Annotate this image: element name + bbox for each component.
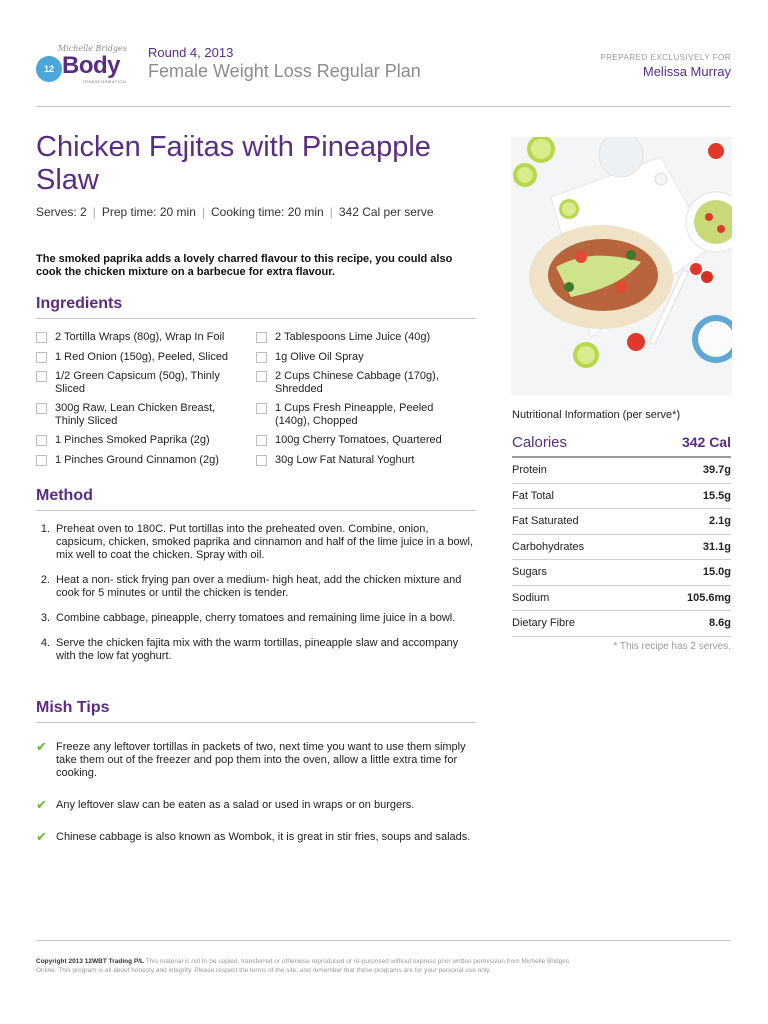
step-text: Serve the chicken fajita mix with the warm tortillas, pineapple slaw and accompany with the low fat yoghurt. — [56, 637, 459, 662]
tips-list — [36, 741, 476, 844]
ingredient-item[interactable] — [256, 370, 466, 395]
ingredient-label: 1 Pinches Ground Cinnamon (2g) — [55, 453, 219, 466]
tip-item — [36, 741, 476, 780]
ingredient-label: 1/2 Green Capsicum (50g), Thinly Sliced — [55, 370, 220, 395]
tip-text: Chinese cabbage is also known as Wombok, it is great in stir fries, soups and salads. — [56, 831, 471, 843]
footer-copyright — [36, 957, 576, 975]
ingredient-item[interactable] — [256, 351, 466, 364]
prep-time: Prep time: 20 min — [101, 205, 196, 219]
method-step — [36, 612, 476, 625]
meta-separator: | — [329, 205, 333, 219]
checkmark-icon: ✔ — [36, 739, 47, 754]
fajita-illustration — [511, 137, 732, 395]
checkbox-icon[interactable] — [36, 332, 47, 343]
serves-note: * This recipe has 2 serves. — [613, 641, 731, 652]
ingredients-divider — [36, 318, 476, 319]
step-number: 2. — [40, 574, 50, 586]
ingredient-label: 1 Red Onion (150g), Peeled, Sliced — [55, 350, 229, 363]
checkmark-icon: ✔ — [36, 829, 47, 844]
calories-per-serve: 342 Cal per serve — [338, 205, 434, 219]
method-steps — [36, 523, 476, 663]
nutrient-value: 105.6mg — [686, 591, 731, 604]
checkbox-icon[interactable] — [36, 455, 47, 466]
checkbox-icon[interactable] — [256, 352, 267, 363]
checkmark-icon: ✔ — [36, 797, 47, 812]
ingredient-label: 2 Cups Chinese Cabbage (170g), Shredded — [275, 370, 439, 395]
calories-label: Calories — [512, 434, 568, 451]
logo-badge: 12 WEEK — [36, 56, 62, 82]
ingredients-column-2 — [256, 331, 466, 466]
tip-text: Freeze any leftover tortillas in packets of two, next time you want to use them simply take them out of the freezer and pop them into the oven, allow a little extra time for cooking. — [56, 741, 466, 779]
checkbox-icon[interactable] — [256, 435, 267, 446]
ingredient-item[interactable] — [36, 454, 246, 467]
recipe-photo — [511, 137, 732, 395]
prepared-for-name: Melissa Murray — [642, 64, 731, 79]
step-number: 3. — [40, 612, 50, 624]
nutrition-row — [512, 484, 731, 510]
ingredient-item[interactable] — [256, 402, 466, 427]
checkbox-icon[interactable] — [256, 455, 267, 466]
nutrition-row — [512, 509, 731, 535]
logo-subtitle: TRANSFORMATION — [82, 79, 127, 84]
nutrient-label: Fat Total — [512, 489, 554, 502]
prepared-for-label: PREPARED EXCLUSIVELY FOR — [600, 53, 731, 62]
ingredient-label: 2 Tortilla Wraps (80g), Wrap In Foil — [55, 331, 225, 343]
recipe-title: Chicken Fajitas with Pineapple Slaw — [36, 131, 431, 196]
logo-signature: Michelle Bridges — [58, 44, 127, 53]
ingredients-heading: Ingredients — [36, 295, 123, 312]
ingredient-item[interactable] — [36, 434, 246, 447]
checkbox-icon[interactable] — [256, 371, 267, 382]
tip-item — [36, 799, 476, 812]
ingredient-label: 1 Cups Fresh Pineapple, Peeled (140g), Chopped — [275, 402, 434, 427]
nutrient-value: 2.1g — [708, 515, 731, 528]
nutrition-table — [512, 458, 731, 637]
ingredient-item[interactable] — [36, 331, 246, 344]
step-number: 1. — [40, 523, 50, 535]
method-step — [36, 574, 476, 600]
nutrient-label: Sugars — [512, 566, 547, 579]
method-step — [36, 523, 476, 562]
method-step — [36, 637, 476, 663]
nutrition-row — [512, 458, 731, 484]
meta-separator: | — [201, 205, 205, 219]
calories-value: 342 Cal — [681, 434, 731, 450]
copyright-text: This material is not to be copied, transferred or otherwise reproduced or re-purposed without express prior written permission from Michelle Bridges Online. This program is all about honesty and integrity. Please respect the terms of the site, and remember that these programs are for your personal use only. — [36, 958, 570, 974]
tips-divider — [36, 722, 476, 723]
nutrition-row — [512, 560, 731, 586]
ingredient-item[interactable] — [36, 402, 246, 427]
nutrient-value: 39.7g — [702, 464, 731, 477]
ingredient-item[interactable] — [256, 454, 466, 467]
tip-item — [36, 831, 476, 844]
serves: Serves: 2 — [36, 205, 87, 219]
checkbox-icon[interactable] — [256, 332, 267, 343]
method-divider — [36, 510, 476, 511]
nutrient-label: Dietary Fibre — [512, 617, 575, 630]
checkbox-icon[interactable] — [256, 403, 267, 414]
nutrient-label: Fat Saturated — [512, 515, 579, 528]
header-divider — [36, 106, 731, 107]
nutrient-value: 8.6g — [708, 617, 731, 630]
step-number: 4. — [40, 637, 50, 649]
tips-heading: Mish Tips — [36, 699, 110, 716]
ingredient-item[interactable] — [256, 331, 466, 344]
nutrition-row — [512, 535, 731, 561]
nutrient-label: Carbohydrates — [512, 540, 585, 553]
ingredient-label: 1g Olive Oil Spray — [275, 350, 364, 363]
nutrient-value: 31.1g — [702, 540, 731, 553]
ingredients-column-1 — [36, 331, 246, 466]
plan-title: Female Weight Loss Regular Plan — [148, 61, 421, 81]
step-text: Heat a non- stick frying pan over a medium- high heat, add the chicken mixture and cook for 5 minutes or until the chicken is tender. — [56, 574, 462, 599]
step-text: Preheat oven to 180C. Put tortillas into the preheated oven. Combine, onion, capsicum, chicken, smoked paprika and cinnamon and half of the lime juice in a bowl, mix well to coat the chicken. Spray with oil. — [56, 523, 474, 561]
logo-wordmark: Body — [62, 52, 120, 79]
ingredient-item[interactable] — [36, 370, 246, 395]
ingredient-label: 300g Raw, Lean Chicken Breast, Thinly Sliced — [55, 402, 216, 427]
ingredient-label: 30g Low Fat Natural Yoghurt — [275, 453, 415, 466]
ingredient-label: 2 Tablespoons Lime Juice (40g) — [275, 331, 431, 343]
nutrient-label: Sodium — [512, 591, 550, 604]
nutrition-row — [512, 586, 731, 612]
checkbox-icon[interactable] — [36, 435, 47, 446]
footer-divider — [36, 940, 731, 941]
checkbox-icon[interactable] — [36, 352, 47, 363]
ingredient-item[interactable] — [256, 434, 466, 447]
step-text: Combine cabbage, pineapple, cherry tomatoes and remaining lime juice in a bowl. — [56, 612, 456, 624]
copyright-holder: Copyright 2013 12WBT Trading P/L — [36, 958, 144, 965]
meta-separator: | — [92, 205, 96, 219]
recipe-meta — [36, 205, 476, 220]
cooking-time: Cooking time: 20 min — [211, 205, 324, 219]
nutrient-label: Protein — [512, 464, 547, 477]
ingredient-label: 1 Pinches Smoked Paprika (2g) — [55, 434, 210, 446]
nutrient-value: 15.5g — [702, 489, 731, 502]
nutrient-value: 15.0g — [702, 566, 731, 579]
ingredient-label: 100g Cherry Tomatoes, Quartered — [275, 434, 442, 446]
round-label: Round 4, 2013 — [148, 45, 234, 60]
brand-logo — [36, 44, 132, 100]
nutrition-row — [512, 611, 731, 637]
recipe-intro: The smoked paprika adds a lovely charred flavour to this recipe, you could also cook the chicken mixture on a barbecue for extra flavour. — [36, 253, 453, 278]
tip-text: Any leftover slaw can be eaten as a salad or used in wraps or on burgers. — [56, 799, 415, 811]
checkbox-icon[interactable] — [36, 371, 47, 382]
method-heading: Method — [36, 487, 93, 504]
ingredient-item[interactable] — [36, 351, 246, 364]
nutrition-title: Nutritional Information (per serve*) — [512, 409, 681, 421]
checkbox-icon[interactable] — [36, 403, 47, 414]
